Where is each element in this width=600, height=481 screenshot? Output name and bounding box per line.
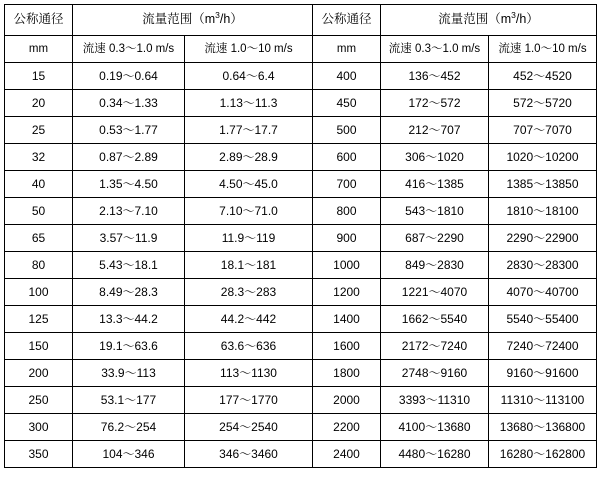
cell-dn-left: 15 [5,63,73,90]
flow-range-table [4,4,597,468]
cell-dn-left: 350 [5,441,73,468]
table-row [5,144,597,171]
cell-dn-right: 450 [313,90,381,117]
cell-flow-high-left: 254～2540 [185,414,313,441]
cell-flow-low-left: 0.87～2.89 [73,144,185,171]
header-flow-range-right-prefix: 流量范围（m [438,12,512,27]
cell-flow-high-right: 16280～162800 [489,441,597,468]
cell-flow-high-left: 4.50～45.0 [185,171,313,198]
cell-flow-low-left: 76.2～254 [73,414,185,441]
cell-flow-high-right: 1020～10200 [489,144,597,171]
cell-dn-right: 2400 [313,441,381,468]
cell-dn-left: 20 [5,90,73,117]
header-velocity-low-left: 流速 0.3～1.0 m/s [73,36,185,63]
cell-flow-high-right: 2290～22900 [489,225,597,252]
header-flow-range-right-suffix: /h） [515,12,539,27]
cell-flow-low-right: 2748～9160 [381,360,489,387]
cell-flow-high-left: 7.10～71.0 [185,198,313,225]
cell-flow-low-right: 2172～7240 [381,333,489,360]
cell-flow-high-left: 177～1770 [185,387,313,414]
header-nominal-diameter-right: 公称通径 [313,5,381,36]
cell-dn-right: 2000 [313,387,381,414]
cell-flow-low-right: 1662～5540 [381,306,489,333]
cell-flow-low-right: 849～2830 [381,252,489,279]
table-row [5,63,597,90]
cell-flow-low-right: 687～2290 [381,225,489,252]
cell-flow-high-right: 4070～40700 [489,279,597,306]
cell-flow-low-left: 2.13～7.10 [73,198,185,225]
cell-flow-low-left: 33.9～113 [73,360,185,387]
header-velocity-low-right: 流速 0.3～1.0 m/s [381,36,489,63]
header-flow-range-left-suffix: /h） [219,12,243,27]
table-row [5,414,597,441]
cell-flow-high-right: 13680～136800 [489,414,597,441]
cell-flow-high-right: 1810～18100 [489,198,597,225]
cell-flow-high-right: 707～7070 [489,117,597,144]
cell-dn-left: 125 [5,306,73,333]
cell-flow-high-left: 1.77～17.7 [185,117,313,144]
cell-flow-low-left: 0.19～0.64 [73,63,185,90]
cell-flow-low-left: 104～346 [73,441,185,468]
cell-dn-right: 700 [313,171,381,198]
cell-dn-left: 50 [5,198,73,225]
cell-dn-right: 1600 [313,333,381,360]
cell-flow-low-left: 8.49～28.3 [73,279,185,306]
cell-flow-low-right: 1221～4070 [381,279,489,306]
cell-dn-left: 25 [5,117,73,144]
cell-flow-high-right: 1385～13850 [489,171,597,198]
cell-flow-low-left: 19.1～63.6 [73,333,185,360]
cell-flow-high-left: 2.89～28.9 [185,144,313,171]
table-row [5,225,597,252]
table-row [5,117,597,144]
cell-dn-left: 250 [5,387,73,414]
cell-flow-low-right: 136～452 [381,63,489,90]
cell-flow-low-left: 0.34～1.33 [73,90,185,117]
cell-flow-low-right: 4480～16280 [381,441,489,468]
cell-flow-low-right: 212～707 [381,117,489,144]
cell-flow-high-left: 44.2～442 [185,306,313,333]
cell-dn-right: 1800 [313,360,381,387]
cell-flow-low-right: 416～1385 [381,171,489,198]
table-header-row-2 [5,36,597,63]
header-flow-range-left-prefix: 流量范围（m [142,12,216,27]
cell-flow-high-left: 18.1～181 [185,252,313,279]
table-row [5,441,597,468]
cell-dn-left: 40 [5,171,73,198]
cell-flow-low-right: 172～572 [381,90,489,117]
cell-dn-right: 800 [313,198,381,225]
cell-flow-high-left: 346～3460 [185,441,313,468]
header-velocity-high-right: 流速 1.0～10 m/s [489,36,597,63]
cell-flow-low-left: 5.43～18.1 [73,252,185,279]
cell-dn-right: 1400 [313,306,381,333]
cell-flow-low-right: 4100～13680 [381,414,489,441]
cell-dn-left: 80 [5,252,73,279]
table-row [5,387,597,414]
header-flow-range-left [73,5,313,36]
cell-dn-left: 65 [5,225,73,252]
cell-flow-high-right: 5540～55400 [489,306,597,333]
cell-flow-high-left: 63.6～636 [185,333,313,360]
table-row [5,252,597,279]
cell-dn-right: 600 [313,144,381,171]
cell-flow-low-right: 306～1020 [381,144,489,171]
cell-dn-left: 32 [5,144,73,171]
cell-dn-left: 100 [5,279,73,306]
cell-flow-low-left: 3.57～11.9 [73,225,185,252]
table-row [5,90,597,117]
cell-flow-low-left: 0.53～1.77 [73,117,185,144]
table-row [5,306,597,333]
cell-flow-high-right: 9160～91600 [489,360,597,387]
header-nominal-diameter-left: 公称通径 [5,5,73,36]
header-unit-mm-left: mm [5,36,73,63]
cell-flow-high-left: 0.64～6.4 [185,63,313,90]
cell-dn-right: 1000 [313,252,381,279]
table-header-row-1 [5,5,597,36]
table-row [5,333,597,360]
header-flow-range-left-sup: 3 [215,10,220,21]
cell-flow-low-left: 13.3～44.2 [73,306,185,333]
cell-flow-high-left: 28.3～283 [185,279,313,306]
cell-flow-high-right: 572～5720 [489,90,597,117]
cell-flow-high-right: 11310～113100 [489,387,597,414]
cell-dn-right: 900 [313,225,381,252]
header-unit-mm-right: mm [313,36,381,63]
cell-flow-high-right: 7240～72400 [489,333,597,360]
cell-flow-high-left: 11.9～119 [185,225,313,252]
header-velocity-high-left: 流速 1.0～10 m/s [185,36,313,63]
table-row [5,198,597,225]
cell-flow-low-left: 53.1～177 [73,387,185,414]
cell-flow-high-right: 2830～28300 [489,252,597,279]
table-row [5,279,597,306]
table-row [5,360,597,387]
cell-flow-high-left: 113～1130 [185,360,313,387]
cell-dn-right: 2200 [313,414,381,441]
cell-dn-left: 300 [5,414,73,441]
cell-dn-right: 400 [313,63,381,90]
cell-dn-left: 150 [5,333,73,360]
cell-flow-high-left: 1.13～11.3 [185,90,313,117]
table-row [5,171,597,198]
header-flow-range-right-sup: 3 [511,10,516,21]
cell-dn-right: 1200 [313,279,381,306]
cell-flow-low-right: 543～1810 [381,198,489,225]
cell-flow-low-right: 3393～11310 [381,387,489,414]
cell-flow-low-left: 1.35～4.50 [73,171,185,198]
cell-flow-high-right: 452～4520 [489,63,597,90]
header-flow-range-right [381,5,597,36]
cell-dn-left: 200 [5,360,73,387]
cell-dn-right: 500 [313,117,381,144]
